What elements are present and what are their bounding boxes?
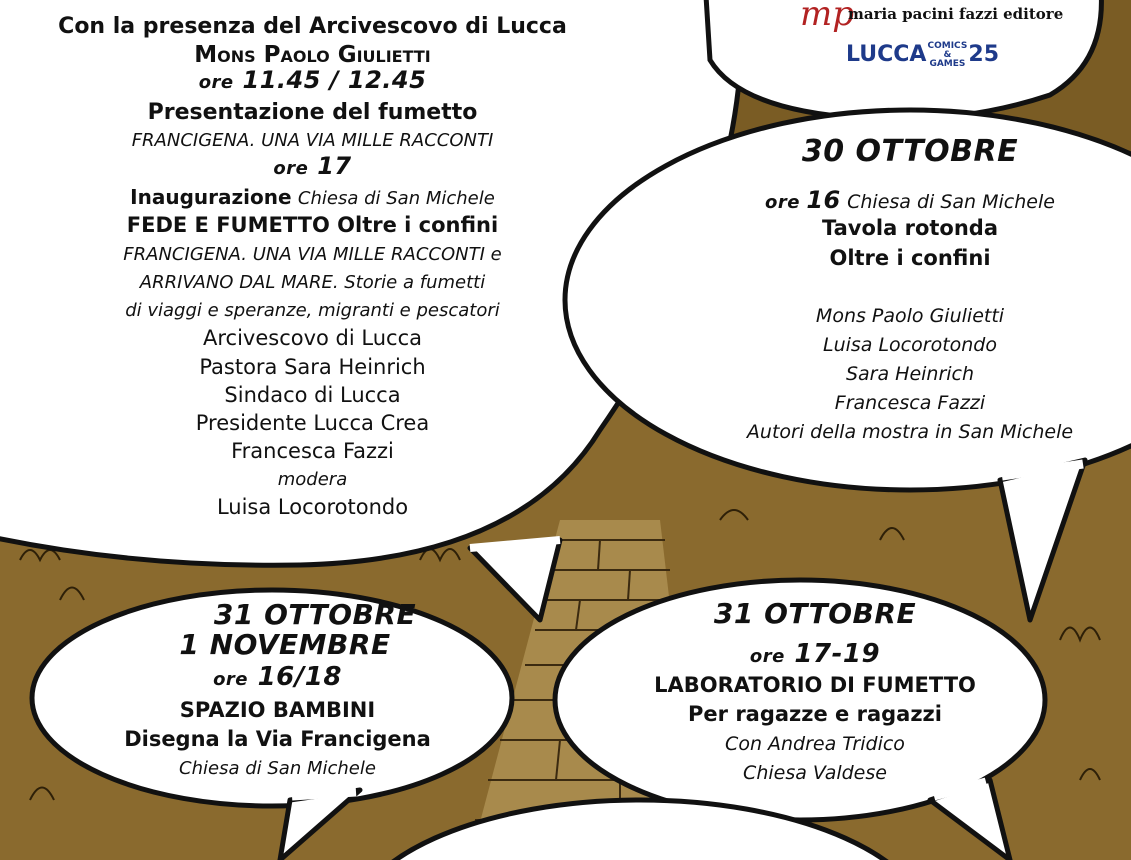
left-line-6: FRANCIGENA. UNA VIA MILLE RACCONTI e	[123, 244, 502, 265]
left-line-7: ARRIVANO DAL MARE. Storie a fumetti	[139, 272, 486, 293]
lucca-comics-logo	[846, 42, 999, 69]
inauguration-place: Chiesa di San Michele	[297, 188, 495, 209]
lucca-word: LUCCA	[846, 42, 927, 67]
left-line-5: FEDE E FUMETTO Oltre i confini	[126, 213, 499, 237]
ore-label: ore	[198, 72, 234, 93]
bl-title-1: SPAZIO BAMBINI	[179, 698, 376, 722]
left-person-3: Sindaco di Lucca	[224, 383, 401, 407]
left-person-2: Pastora Sara Heinrich	[199, 355, 426, 379]
left-line-2: Mons Paolo Giulietti	[194, 42, 431, 68]
right-person-1: Mons Paolo Giulietti	[815, 305, 1005, 327]
right-place: Chiesa di San Michele	[847, 191, 1055, 213]
right-person-3: Sara Heinrich	[845, 363, 975, 385]
left-time-1	[0, 66, 625, 94]
left-modera: modera	[277, 469, 348, 490]
left-inauguration	[0, 185, 625, 209]
bl-time	[0, 662, 555, 692]
left-person-1: Arcivescovo di Lucca	[203, 326, 422, 350]
ore-label: ore	[749, 646, 785, 667]
left-person-5: Francesca Fazzi	[231, 439, 394, 463]
br-time	[545, 639, 1085, 669]
br-title-2: Per ragazze e ragazzi	[688, 702, 942, 726]
left-person-4: Presidente Lucca Crea	[195, 411, 430, 435]
right-person-2: Luisa Locorotondo	[822, 334, 997, 356]
ore-label: ore	[213, 669, 249, 690]
right-date: 30 OTTOBRE	[801, 134, 1019, 169]
right-title-1: Tavola rotonda	[822, 216, 998, 240]
time-value: 11.45 / 12.45	[242, 66, 427, 94]
right-person-5: Autori della mostra in San Michele	[746, 421, 1074, 443]
inauguration-label: Inaugurazione	[130, 185, 292, 209]
ore-label: ore	[273, 158, 309, 179]
right-title-2: Oltre i confini	[829, 246, 991, 270]
br-with: Con Andrea Tridico	[725, 733, 905, 755]
left-line-1: Con la presenza del Arcivescovo di Lucca	[58, 14, 567, 39]
br-title-1: LABORATORIO DI FUMETTO	[654, 673, 976, 697]
left-line-4: FRANCIGENA. UNA VIA MILLE RACCONTI	[131, 130, 494, 151]
br-date: 31 OTTOBRE	[713, 597, 917, 630]
publisher-name: maria pacini fazzi editore	[848, 5, 1064, 23]
ore-label: ore	[765, 192, 800, 213]
left-moderator: Luisa Locorotondo	[216, 495, 409, 519]
time-value: 16	[806, 186, 841, 214]
bl-date-1: 31 OTTOBRE	[213, 598, 417, 631]
left-line-8: di viaggi e speranze, migranti e pescatori	[125, 300, 500, 321]
lucca-number: 25	[968, 42, 1000, 67]
left-line-3: Presentazione del fumetto	[147, 100, 478, 125]
bl-place: Chiesa di San Michele	[179, 758, 376, 779]
right-person-4: Francesca Fazzi	[834, 392, 986, 414]
time-value: 17	[317, 152, 352, 180]
comics-games-word: COMICS & GAMES	[927, 41, 968, 69]
br-place: Chiesa Valdese	[743, 762, 887, 784]
right-time	[640, 186, 1131, 214]
left-time-2	[0, 152, 625, 180]
time-value: 17-19	[794, 639, 881, 669]
time-value: 16/18	[257, 662, 342, 692]
bl-date-2: 1 NOVEMBRE	[179, 628, 391, 661]
publisher-logo: mp	[800, 0, 855, 34]
bl-title-2: Disegna la Via Francigena	[124, 727, 431, 751]
